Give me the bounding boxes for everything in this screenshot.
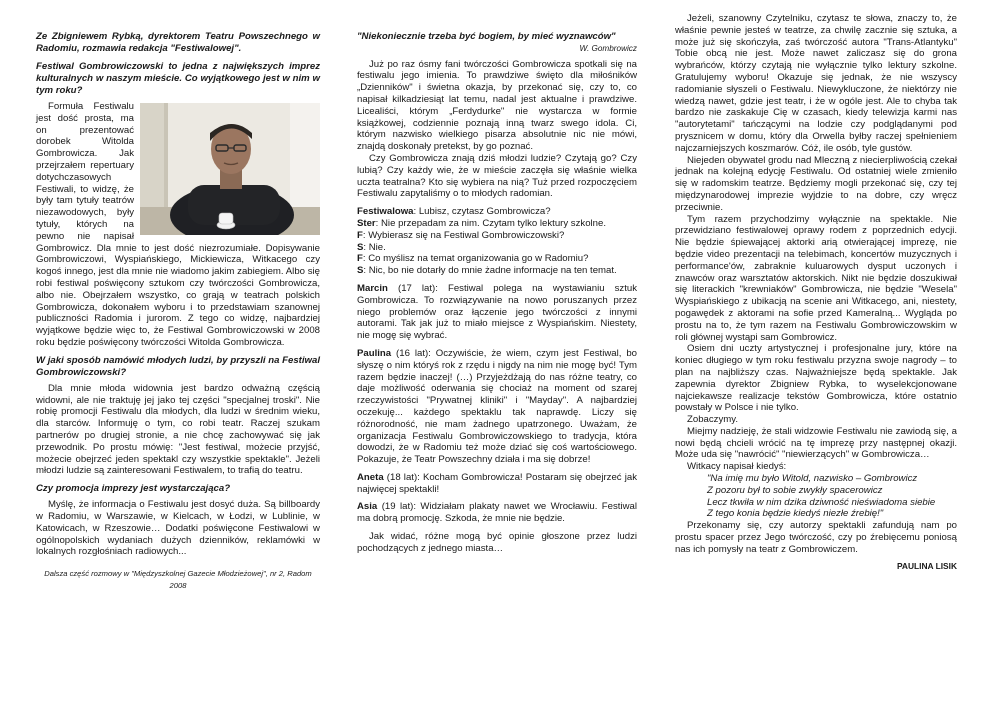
answer-2: Dla mnie młoda widownia jest bardzo odważną częścią widowni, ale nie traktuję jej jako tej części "specjalnej troski". Nie robię promocji Festiwalu dla młodych, dla ludzi w średnim wieku, dla starców. Informuję o tym, co robi teatr. Raczej szukam partnerów po drugiej stronie, a nie chcę zachowywać się jak przewodnik. Po prostu mówię: "Jest festiwal, możecie przyjść, możecie obejrzeć jeden spektakl czy wszystkie spektakle". Jeżeli młodzi ludzie są zainteresowani Festiwalem, to trafią do teatru. <box>36 382 320 477</box>
survey-paragraph-1: Już po raz ósmy fani twórczości Gombrowicza spotkali się na festiwalu jego imienia. To prawdziwe święto dla miłośników „Dzienników" i świetna okazja, by przekonać się, czy to, co napisał kilkadziesiąt lat temu, nadal jest aktualne i prawdziwe. Licealiści, którym „Ferdydurke" nie wystarcza w formie książkowej, codziennie poznają inną twarz swego idola. Ci, którym nazwisko wielkiego pisarza absolutnie nic nie mówi, znajdą doskonały pretekst, by go poznać. <box>357 58 637 153</box>
title-attribution: W. Gombrowicz <box>579 43 637 53</box>
dialogue-line: F: Wybierasz się na Festiwal Gombrowiczowski? <box>357 229 565 241</box>
essay-paragraph-6: Miejmy nadzieję, że stali widzowie Festiwalu nie zawiodą się, a nowi będą chcieli wrócić na tę imprezę przy następnej okazji. Może uda się "nawrócić" "niewierzących" w Gombrowicza… <box>675 425 957 461</box>
question-2: W jaki sposób namówić młodych ludzi, by przyszli na Festiwal Gombrowiczowski? <box>36 354 320 378</box>
poem-line: Lecz tkwiła w nim dzika dziwność nieświadoma siebie <box>707 496 936 508</box>
question-3: Czy promocja imprezy jest wystarczająca? <box>36 483 231 495</box>
source-note: Dalsza część rozmowy w "Międzyszkolnej Gazecie Młodzieżowej", nr 2, Radom 2008 <box>44 569 312 590</box>
survey-closing: Jak widać, różne mogą być opinie głoszone przez ludzi pochodzących z jednego miasta… <box>357 531 637 554</box>
response-paulina: Paulina (16 lat): Oczywiście, że wiem, czym jest Festiwal, bo słyszę o nim któryś rok z rzędu i nigdy na nim nie mogę być! Tym razem będzie inaczej! (…) Przyjeżdżają do nas różne teatry, co daje możliwość oderwania się chociaż na moment od szarej rzeczywistości "Prywatnej kliniki" i "Mayday". A najbardziej oczekuję... każdego spektaklu tak naprawdę. Liczy się różnorodność, nie mam żadnego upatrzonego. Uważam, że organizacja Festiwalu Gombrowiczowskiego to tradycja, która dowodzi, że w Radomiu też może dziać się coś wartościowego. Pokazuje, że Teatr Powszechny działa i ma się dobrze! <box>357 347 637 466</box>
poem-line: Z pozoru był to sobie zwykły spacerowicz <box>707 484 883 496</box>
column-interview <box>36 31 320 592</box>
poem <box>675 473 957 520</box>
question-1: Festiwal Gombrowiczowski to jedna z największych imprez kulturalnych w naszym mieście. Co wyjątkowego jest w nim w tym roku? <box>36 61 320 96</box>
essay-paragraph-3: Tym razem przychodzimy wyłącznie na spektakle. Nie przewidziano festiwalowej oprawy rodem z poprzednich edycji. Nie będzie śpiewającej aktorki arią otwierającej imprezę, nie będzie video prezentacji na telebimach, koncertów muzycznych i performance'ów, zabraknie kuluarowych dysput uczonych i znawców oraz warsztatów aktorskich. Nikt nie będzie doszukiwał się literackich "krewniaków" Gombrowicza, nie będzie "Wesela" Wyspiańskiego z ubikacją na scenie ani Witkacego, ani, niestety, pogawędek z aktorami na sofie przed Kameralną... Wygląda po prostu na to, że tym razem na Festiwalu Gombrowiczowskim w roli głównej wystąpi sam Gombrowicz. <box>675 213 957 343</box>
response-marcin: Marcin (17 lat): Festiwal polega na wystawianiu sztuk Gombrowicza. To rozwiązywanie na nowo poruszanych przez niego problemów oraz łączenie jego twórczości z innymi autorami. Tak jak już to miało miejsce z Wyspiańskim. Niestety, nie mogę się wybrać. <box>357 282 637 342</box>
dialogue-line: S: Nic, bo nie dotarły do mnie żadne informacje na ten temat. <box>357 265 617 277</box>
answer-3: Myślę, że informacja o Festiwalu jest dosyć duża. Są billboardy w Radomiu, w Warszawie, w Kielcach, w Łodzi, w Lublinie, w Katowicach, w Rzeszowie… Dodatki poświęcone Festiwalowi w ogólnopolskich wydaniach dużych dzienników, reklamówki w lokalnych rozgłośniach radiowych... <box>36 499 320 558</box>
article-title: "Niekoniecznie trzeba być bogiem, by mieć wyznawców" <box>357 31 616 42</box>
poem-line: "Na imię mu było Witold, nazwisko – Gombrowicz <box>707 473 918 485</box>
essay-paragraph-5: Zobaczymy. <box>687 414 738 426</box>
essay-paragraph-7: Witkacy napisał kiedyś: <box>687 461 787 473</box>
dialogue-line: F: Co myślisz na temat organizowania go w Radomiu? <box>357 253 589 265</box>
portrait-illustration <box>140 103 320 235</box>
essay-paragraph-1: Jeżeli, szanowny Czytelniku, czytasz te słowa, znaczy to, że właśnie pewnie jesteś w teatrze, za chwilę zacznie się sztuka, a może już się skończyła, zaś twórczość autora "Trans-Atlantyku" Tobie obcą nie jest. Może nawet zaliczasz się do grona wybrańców, którzy czytają nie wyłącznie tylko lektury szkolne. Gratulujemy wyboru! Okazuje się jednak, że nie wszyscy radomianie słyszeli o Festiwalu. Niewykluczone, że niektórzy nie wiedzą nawet, gdzie jest teatr, i że w ogóle jest. Ale to chyba tak bardzo nie zaskakuje Cię w czasach, kiedy telewizja karmi nas "autorytetami" tańczącymi na lodzie czy podglądanymi pod prysznicem w domu, który dla Orwella byłby raczej spełnieniem najczarniejszych koszmarów. Cóż, ile osób, tyle gustów. <box>675 13 957 154</box>
response-aneta: Aneta (18 lat): Kocham Gombrowicza! Postaram się obejrzeć jak najwięcej spektakli! <box>357 471 637 495</box>
response-asia: Asia (19 lat): Widziałam plakaty nawet we Wrocławiu. Festiwal ma dobrą promocję. Szkoda, że mnie nie będzie. <box>357 501 637 525</box>
essay-paragraph-4: Osiem dni uczty artystycznej i profesjonalne jury, które na koniec długiego w tym roku festiwalu przyzna swoje nagrody – to plan na najbliższy czas. Najważniejsze będą spektakle. Jak zapewnia dyrektor Zbigniew Rybka, to wyselekcjonowane najciekawsze realizacje tekstów Gombrowicza, które ostatnio powstały w Polsce i nie tylko. <box>675 343 957 414</box>
dialogue-line: S: Nie. <box>357 241 386 253</box>
column-survey <box>357 31 637 555</box>
interview-intro: Ze Zbigniewem Rybką, dyrektorem Teatru Powszechnego w Radomiu, rozmawia redakcja "Festiwalowej". <box>36 31 320 54</box>
essay-paragraph-8: Przekonamy się, czy autorzy spektakli zafundują nam po prostu spacer przez Jego twórczość, czy po źrebięcemu poniosą nas ich pomysły na teatr z Gombrowiczem. <box>675 520 957 555</box>
poem-line: Z tego konia będzie kiedyś niezłe źrebię!" <box>707 508 884 520</box>
essay-paragraph-2: Niejeden obywatel grodu nad Mleczną z niecierpliwością czekał jednak na kolejną edycję Festiwalu. Od ostatniej wiele zmieniło się w radomskim teatrze. Będziemy mogli przekonać się, czy tej międzynarodowej imprezie wyjdzie to na dobre, czy wręcz przeciwnie. <box>675 154 957 213</box>
survey-paragraph-2: Czy Gombrowicza znają dziś młodzi ludzie? Czytają go? Czy lubią? Czy każdy wie, że w mieście zaczęła się właśnie wielka uczta teatralna? Kto się wybiera na nią? Tuż przed rozpoczęciem Festiwalu zapytaliśmy o to młodych radomian. <box>357 152 637 200</box>
dialogue <box>357 206 637 277</box>
dialogue-line: Festiwalowa: Lubisz, czytasz Gombrowicza? <box>357 206 551 218</box>
column-essay <box>675 13 957 572</box>
answer-1: Formuła Festiwalu jest dość prosta, ma on prezentować dorobek Witolda Gombrowicza. Jak przejrzałem repertuary dotychczasowych Festiwali, to widzę, że były tam tytuły teatrów niezawodowych, były tytuły, których na pewno nie napisał Gombrowicz. Dla mnie to jest dość niezrozumiałe. Dopisywanie Gombrowiczowi, Wyspiańskiego, Mickiewicza, Witkacego czy kogoś innego, jest dla mnie nie wiadomo jakim zabiegiem. Albo się robi festiwal poświęcony sztukom czy twórczości Gombrowicza, albo nie. Obejrzałem wszystko, co grają w teatrach polskich Gombrowicza, dokonałem wyboru i to przedstawiam szanownej publiczności Radomia i jurorom. Z tego co widzę, najbardziej wyjątkowe będzie więc to, że Festiwal Gombrowiczowski w 2008 roku będzie poświęcony twórczości Witolda Gombrowicza. <box>36 101 320 348</box>
dialogue-line: Ster: Nie przepadam za nim. Czytam tylko lektury szkolne. <box>357 217 607 229</box>
director-photo <box>140 103 320 235</box>
author-signature: PAULINA LISIK <box>896 560 957 571</box>
